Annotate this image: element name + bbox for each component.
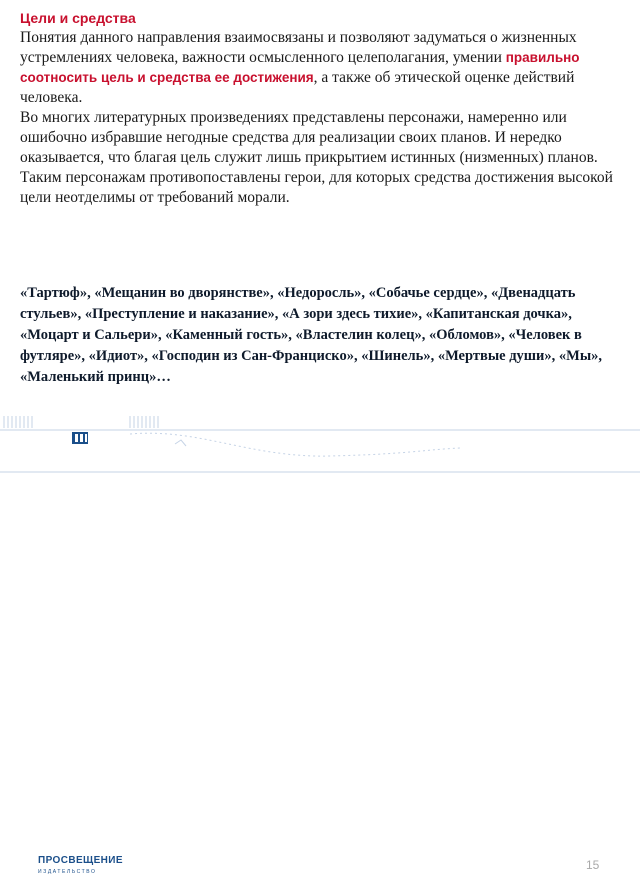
footer-decoration bbox=[0, 408, 640, 480]
intro-text: Понятия данного направления взаимосвязаны и позволяют задуматься о жизненных устремлениях человека, важности осмысленного целеполагания, умении bbox=[20, 29, 577, 66]
intro-text-end: , а также об этической оценке действий человека. bbox=[20, 69, 575, 106]
publisher-logo: ПРОСВЕЩЕНИЕ bbox=[38, 855, 123, 866]
slide-title: Цели и средства bbox=[20, 10, 136, 26]
works-list: «Тартюф», «Мещанин во дворянстве», «Недоросль», «Собачье сердце», «Двенадцать стульев», «Преступление и наказание», «А зори здесь тихие», «Капитанская дочка», «Моцарт и Сальери», «Каменный гость», «Властелин колец», «Обломов», «Человек в футляре», «Идиот», «Господин из Сан-Франциско», «Шинель», «Мертвые души», «Мы», «Маленький принц»… bbox=[20, 285, 603, 385]
page-number: 15 bbox=[586, 858, 600, 872]
intro-highlight: правильно соотносить цель и средства ее достижения bbox=[20, 50, 580, 85]
paragraph-characters: Во многих литературных произведениях представлены персонажи, намеренно или ошибочно избравшие негодные средства для реализации своих планов. И нередко оказывается, что благая цель служит лишь прикрытием истинных (низменных) планов. Таким персонажам противопоставлены герои, для которых средства достижения высокой цели неотделимы от требований морали. bbox=[20, 109, 613, 206]
slide-body bbox=[20, 8, 620, 208]
paragraph-intro bbox=[20, 28, 620, 108]
publisher-emblem-icon bbox=[72, 432, 88, 444]
footer bbox=[0, 408, 640, 875]
publisher-subtitle: ИЗДАТЕЛЬСТВО bbox=[38, 869, 97, 875]
